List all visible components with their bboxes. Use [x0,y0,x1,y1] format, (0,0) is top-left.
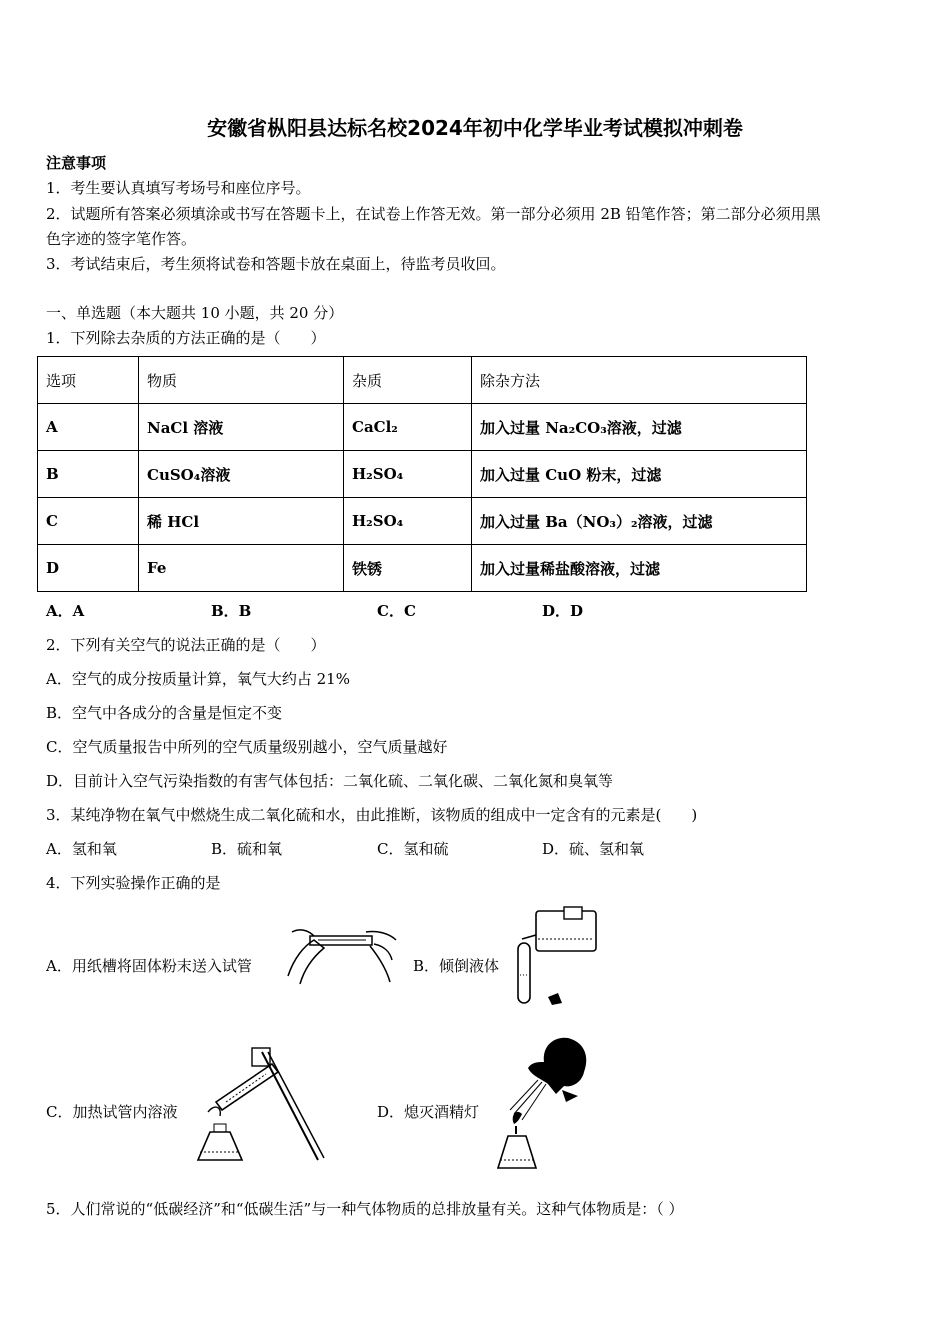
table-header: 物质 [139,357,344,404]
answer-option: D．熄灭酒精灯 [377,1103,480,1121]
blow-out-lamp-figure [492,1032,598,1172]
table-header: 除杂方法 [472,357,807,404]
notice-item: 1．考生要认真填写考场号和座位序号。 [46,179,311,197]
pour-liquid-figure [512,905,602,1013]
table-cell: C [38,498,139,545]
table-cell: 铁锈 [344,545,472,592]
answer-option: A．A [46,602,85,620]
paper-trough-figure [278,918,403,990]
answer-option: C．加热试管内溶液 [46,1103,178,1121]
answer-option: C．空气质量报告中所列的空气质量级别越小，空气质量越好 [46,738,448,756]
notice-item: 2．试题所有答案必须填涂或书写在答题卡上，在试卷上作答无效。第一部分必须用 2B 铅笔作答；第二部分必须用黑 [46,205,821,223]
page-title: 安徽省枞阳县达标名校2024年初中化学毕业考试模拟冲刺卷 [207,116,743,140]
question-stem: 1．下列除去杂质的方法正确的是（ ） [46,329,326,347]
table-cell: D [38,545,139,592]
table-row [38,498,807,545]
heating-tube-figure [186,1042,326,1167]
table-header: 杂质 [344,357,472,404]
answer-option: A．用纸槽将固体粉末送入试管 [46,957,252,975]
answer-option: B．B [211,602,252,620]
answer-option: C．C [377,602,416,620]
notice-item: 色字迹的签字笔作答。 [46,230,197,248]
table-cell: 稀 HCl [139,498,344,545]
table-cell: H₂SO₄ [344,498,472,545]
answer-option: A．氢和氧 [46,840,117,858]
answer-option: B．倾倒液体 [413,957,500,975]
table-cell: A [38,404,139,451]
table-header-row [38,357,807,404]
table-header: 选项 [38,357,139,404]
table-row [38,404,807,451]
answer-option: B．空气中各成分的含量是恒定不变 [46,704,283,722]
q1-table [37,356,807,592]
answer-option: D．D [542,602,584,620]
notice-item: 3．考试结束后，考生须将试卷和答题卡放在桌面上，待监考员收回。 [46,255,506,273]
table-cell: 加入过量稀盐酸溶液，过滤 [472,545,807,592]
table-cell: Fe [139,545,344,592]
answer-option: D．硫、氢和氧 [542,840,645,858]
table-row [38,451,807,498]
table-cell: H₂SO₄ [344,451,472,498]
table-cell: CaCl₂ [344,404,472,451]
section-heading: 一、单选题（本大题共 10 小题，共 20 分） [46,304,344,322]
answer-option: B．硫和氧 [211,840,283,858]
table-cell: CuSO₄溶液 [139,451,344,498]
table-cell: 加入过量 Ba（NO₃）₂溶液，过滤 [472,498,807,545]
table-cell: B [38,451,139,498]
question-stem: 3．某纯净物在氧气中燃烧生成二氧化硫和水，由此推断，该物质的组成中一定含有的元素是( ) [46,806,698,824]
table-cell: NaCl 溶液 [139,404,344,451]
table-row [38,545,807,592]
question-stem: 5．人们常说的“低碳经济”和“低碳生活”与一种气体物质的总排放量有关。这种气体物质是：（ ） [46,1200,684,1218]
answer-option: A．空气的成分按质量计算，氧气大约占 21% [46,670,350,688]
question-stem: 4．下列实验操作正确的是 [46,874,221,892]
notice-heading: 注意事项 [46,154,107,172]
table-cell: 加入过量 CuO 粉末，过滤 [472,451,807,498]
answer-option: D．目前计入空气污染指数的有害气体包括：二氧化硫、二氧化碳、二氧化氮和臭氧等 [46,772,614,790]
question-stem: 2．下列有关空气的说法正确的是（ ） [46,636,326,654]
answer-option: C．氢和硫 [377,840,449,858]
table-cell: 加入过量 Na₂CO₃溶液，过滤 [472,404,807,451]
